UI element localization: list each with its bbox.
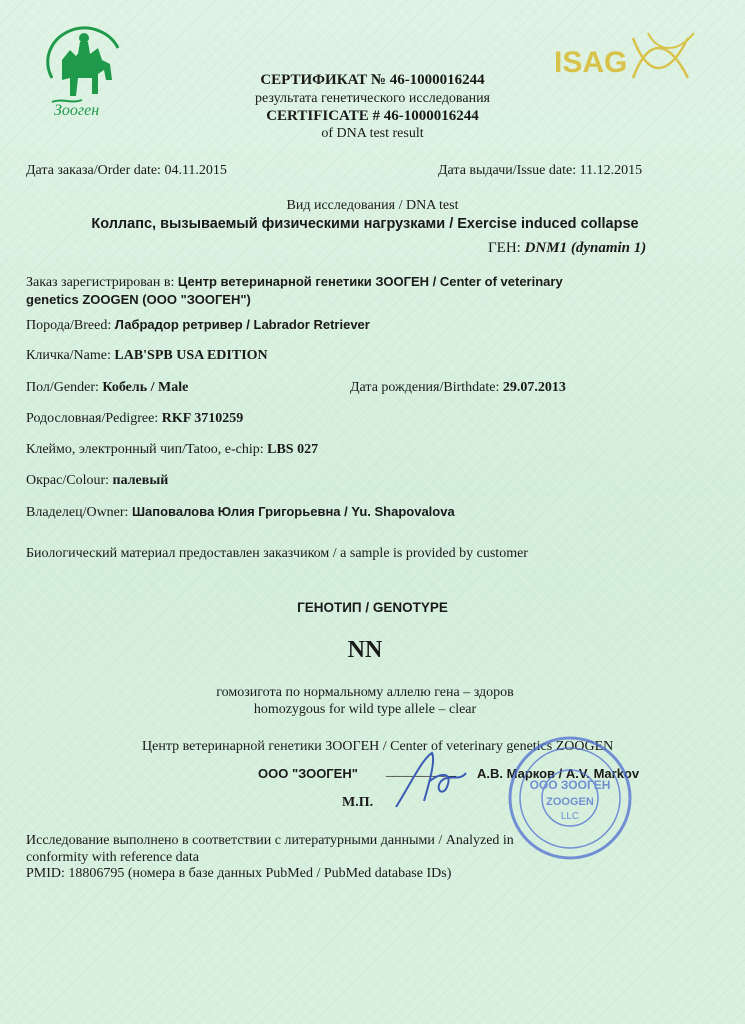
stamp-text-bot: LLC [560,811,580,822]
stamp-text-mid: ZOOGEN [546,796,594,808]
colour-value: палевый [112,473,169,488]
dog-name-value: LAB'SPB USA EDITION [114,348,268,363]
title-en: CERTIFICATE # 46-1000016244 [266,108,479,124]
logo-text: Зооген [54,102,100,119]
chip-label: Клеймо, электронный чип/Tatoo, e-chip: [26,442,264,457]
order-date [26,163,227,179]
owner-value: Шаповалова Юлия Григорьевна / Yu. Shapovalova [131,504,455,519]
issue-date [438,163,642,179]
footer-line-3: PMID: 18806795 (номера в базе данных PubMed / PubMed database IDs) [26,866,452,881]
subtitle-en: of DNA test result [321,126,424,141]
pedigree-label: Родословная/Pedigree: [26,411,159,426]
registered-label: Заказ зарегистрирован в: [26,275,175,290]
gene-value: DNM1 (dynamin 1) [524,240,647,256]
handwritten-signature [388,735,478,825]
issue-date-value: 11.12.2015 [579,163,643,178]
official-stamp [505,733,635,863]
signing-company: ООО "ЗООГЕН" [258,766,358,781]
gender-row [26,380,188,396]
subtitle-ru: результата генетического исследования [255,91,490,106]
signature-line: __________ [386,764,456,779]
colour-row [26,473,168,489]
test-type-label: Вид исследования / DNA test [286,198,459,213]
seal-place: М.П. [342,795,374,810]
breed-value: Лабрадор ретривер / Labrador Retriever [114,317,370,332]
chip-value: LBS 027 [267,442,319,457]
breed-row [26,317,370,334]
order-date-label: Дата заказа/Order date: [26,163,161,178]
genotype-desc-ru: гомозигота по нормальному аллелю гена – здоров [216,685,514,700]
birthdate-row [350,380,566,396]
dog-name-label: Кличка/Name: [26,348,111,363]
footer-line-2: conformity with reference data [26,850,199,865]
birthdate-value: 29.07.2013 [502,380,566,395]
registered-value-1: Центр ветеринарной генетики ЗООГЕН / Center of veterinary [177,274,563,289]
title-ru: СЕРТИФИКАТ № 46-1000016244 [260,72,485,88]
dog-name-row [26,348,268,364]
signer-name: А.В. Марков / A.V. Markov [477,766,640,781]
isag-text: ISAG [554,46,628,79]
genotype-desc-en: homozygous for wild type allele – clear [253,702,477,717]
registered-row [26,274,563,291]
pedigree-row [26,411,243,427]
birthdate-label: Дата рождения/Birthdate: [350,380,500,395]
issue-date-label: Дата выдачи/Issue date: [438,163,577,178]
test-name: Коллапс, вызываемый физическими нагрузками / Exercise induced collapse [91,216,639,232]
signing-org: Центр ветеринарной генетики ЗООГЕН / Center of veterinary genetics ZOOGEN [142,739,614,754]
genotype-heading: ГЕНОТИП / GENOTYPE [297,600,448,615]
gender-label: Пол/Gender: [26,380,99,395]
order-date-value: 04.11.2015 [164,163,227,178]
footer-line-1: Исследование выполнено в соответствии с литературными данными / Analyzed in [26,833,514,848]
owner-label: Владелец/Owner: [26,505,129,520]
pedigree-value: RKF 3710259 [161,411,244,426]
chip-row [26,442,318,458]
stamp-text-top: ООО ЗООГЕН [529,778,611,792]
gender-value: Кобель / Male [102,380,189,395]
registered-value-2: genetics ZOOGEN (ООО "ЗООГЕН") [26,292,251,307]
gene-label: ГЕН: [488,240,521,256]
owner-row [26,504,455,521]
breed-label: Порода/Breed: [26,318,112,333]
sample-note: Биологический материал предоставлен заказчиком / a sample is provided by customer [26,546,528,561]
gene [488,240,646,257]
genotype-value: NN [347,637,383,663]
colour-label: Окрас/Colour: [26,473,110,488]
